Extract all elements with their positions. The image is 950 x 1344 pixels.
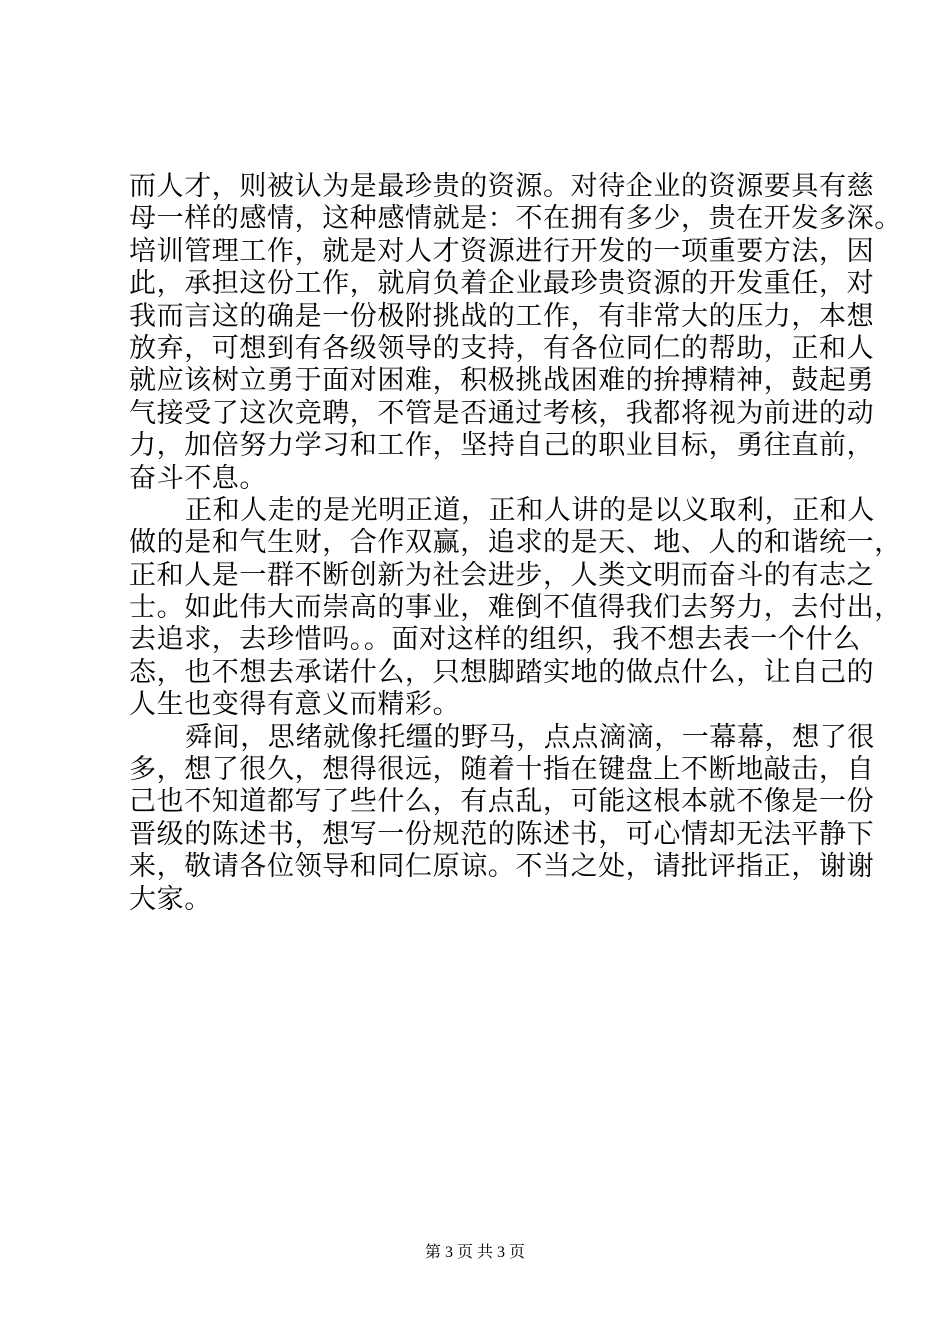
text-line: 做的是和气生财，合作双赢，追求的是天、地、人的和谐统一， — [129, 527, 902, 559]
text-line: 我而言这的确是一份极附挑战的工作，有非常大的压力，本想 — [129, 300, 875, 332]
paragraph-first-line: 舜间，思绪就像托缰的野马，点点滴滴，一幕幕，想了很 — [185, 721, 875, 753]
text-line: 士。如此伟大而崇高的事业，难倒不值得我们去努力，去付出， — [129, 592, 902, 624]
text-line: 就应该树立勇于面对困难，积极挑战困难的拚搏精神，鼓起勇 — [129, 365, 875, 397]
text-line: 人生也变得有意义而精彩。 — [129, 689, 461, 721]
text-line: 己也不知道都写了些什么，有点乱，可能这根本就不像是一份 — [129, 786, 875, 818]
text-line: 正和人是一群不断创新为社会进步，人类文明而奋斗的有志之 — [129, 559, 875, 591]
text-line: 培训管理工作，就是对人才资源进行开发的一项重要方法，因 — [129, 235, 875, 267]
paragraph-first-line: 正和人走的是光明正道，正和人讲的是以义取利，正和人 — [185, 494, 875, 526]
text-line: 态，也不想去承诺什么，只想脚踏实地的做点什么，让自己的 — [129, 656, 875, 688]
text-line: 去追求，去珍惜吗。。面对这样的组织，我不想去表一个什么 — [129, 624, 861, 656]
text-line: 奋斗不息。 — [129, 462, 267, 494]
page-number-footer: 第 3 页 共 3 页 — [424, 1244, 525, 1261]
text-line: 晋级的陈述书，想写一份规范的陈述书，可心情却无法平静下 — [129, 818, 875, 850]
text-line: 气接受了这次竞聘，不管是否通过考核，我都将视为前进的动 — [129, 397, 875, 429]
text-line: 而人才，则被认为是最珍贵的资源。对待企业的资源要具有慈 — [129, 171, 875, 202]
text-line: 来，敬请各位领导和同仁原谅。不当之处，请批评指正，谢谢 — [129, 851, 875, 883]
text-line: 母一样的感情，这种感情就是：不在拥有多少，贵在开发多深。 — [129, 203, 902, 235]
text-line: 大家。 — [129, 883, 212, 915]
text-line: 此，承担这份工作，就肩负着企业最珍贵资源的开发重任，对 — [129, 268, 875, 300]
text-line: 放弃，可想到有各级领导的支持，有各位同仁的帮助，正和人 — [129, 332, 875, 364]
text-line: 力，加倍努力学习和工作，坚持自己的职业目标，勇往直前， — [129, 430, 875, 462]
text-line: 多，想了很久，想得很远，随着十指在键盘上不断地敲击，自 — [129, 754, 875, 786]
body-text — [129, 171, 902, 916]
